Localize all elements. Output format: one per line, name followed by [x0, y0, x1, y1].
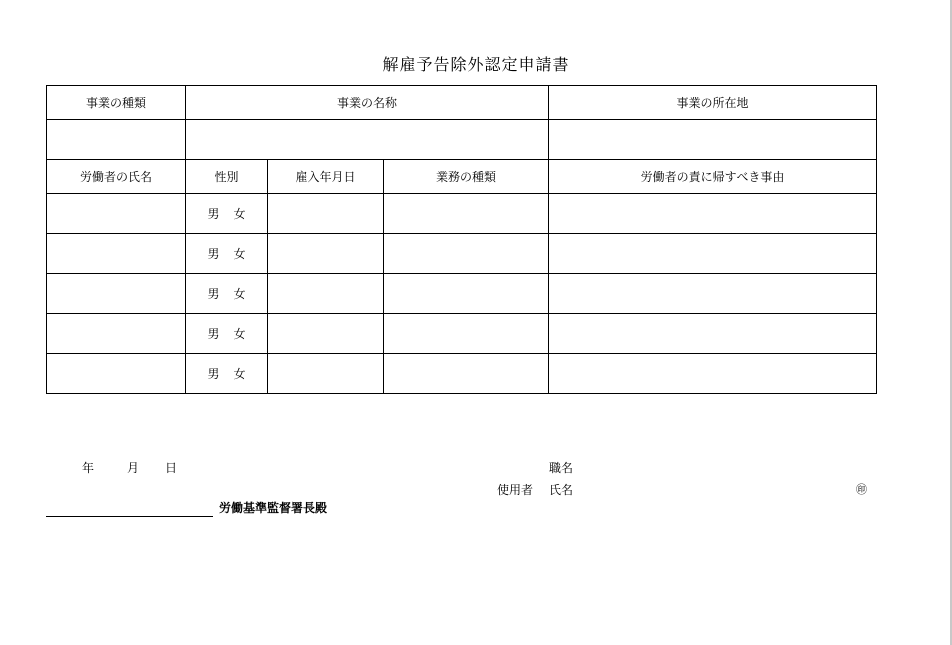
sex-selector[interactable]	[186, 274, 268, 314]
day-label: 日	[165, 461, 178, 475]
reason-field[interactable]	[549, 194, 877, 234]
table-row	[47, 274, 877, 314]
job-type-field[interactable]	[384, 274, 549, 314]
header-reason: 労働者の責に帰すべき事由	[549, 160, 877, 194]
business-location-field[interactable]	[549, 120, 877, 160]
table-row	[47, 194, 877, 234]
worker-header-row	[47, 160, 877, 194]
sex-option-male[interactable]: 男	[207, 286, 220, 301]
hire-date-field[interactable]	[268, 274, 384, 314]
table-row	[47, 354, 877, 394]
sex-option-male[interactable]: 男	[207, 326, 220, 341]
date-line	[82, 459, 177, 476]
sex-selector[interactable]	[186, 234, 268, 274]
sex-option-male[interactable]: 男	[207, 206, 220, 221]
hire-date-field[interactable]	[268, 314, 384, 354]
job-type-field[interactable]	[384, 234, 549, 274]
header-business-location: 事業の所在地	[549, 86, 877, 120]
header-worker-name: 労働者の氏名	[47, 160, 186, 194]
sex-option-female[interactable]: 女	[233, 246, 246, 261]
reason-field[interactable]	[549, 234, 877, 274]
worker-name-field[interactable]	[47, 194, 186, 234]
hire-date-field[interactable]	[268, 194, 384, 234]
reason-field[interactable]	[549, 354, 877, 394]
business-name-field[interactable]	[186, 120, 549, 160]
seal-mark: ㊞	[856, 483, 867, 496]
hire-date-field[interactable]	[268, 234, 384, 274]
worker-name-field[interactable]	[47, 234, 186, 274]
sex-selector[interactable]	[186, 354, 268, 394]
sex-option-female[interactable]: 女	[233, 206, 246, 221]
sex-option-male[interactable]: 男	[207, 366, 220, 381]
hire-date-field[interactable]	[268, 354, 384, 394]
application-table	[46, 85, 877, 394]
reason-field[interactable]	[549, 314, 877, 354]
header-sex: 性別	[186, 160, 268, 194]
business-header-row	[47, 86, 877, 120]
sex-option-female[interactable]: 女	[233, 326, 246, 341]
document-title: 解雇予告除外認定申請書	[382, 55, 570, 74]
job-type-field[interactable]	[384, 314, 549, 354]
job-type-field[interactable]	[384, 354, 549, 394]
job-type-field[interactable]	[384, 194, 549, 234]
worker-name-field[interactable]	[47, 314, 186, 354]
business-type-field[interactable]	[47, 120, 186, 160]
worker-name-field[interactable]	[47, 274, 186, 314]
table-row	[47, 234, 877, 274]
header-hire-date: 雇入年月日	[268, 160, 384, 194]
sex-option-female[interactable]: 女	[233, 366, 246, 381]
office-addressee: 労働基準監督署長殿	[219, 501, 328, 515]
table-row	[47, 314, 877, 354]
header-job-type: 業務の種類	[384, 160, 549, 194]
sex-selector[interactable]	[186, 194, 268, 234]
header-business-name: 事業の名称	[186, 86, 549, 120]
header-business-type: 事業の種類	[47, 86, 186, 120]
employer-label: 使用者	[497, 483, 534, 497]
sex-selector[interactable]	[186, 314, 268, 354]
year-label: 年	[82, 461, 95, 475]
business-input-row	[47, 120, 877, 160]
reason-field[interactable]	[549, 274, 877, 314]
worker-name-field[interactable]	[47, 354, 186, 394]
name-label: 氏名	[549, 483, 574, 497]
sex-option-female[interactable]: 女	[233, 286, 246, 301]
month-label: 月	[127, 461, 140, 475]
sex-option-male[interactable]: 男	[207, 246, 220, 261]
office-name-blank[interactable]	[46, 516, 213, 517]
position-label: 職名	[549, 461, 574, 475]
